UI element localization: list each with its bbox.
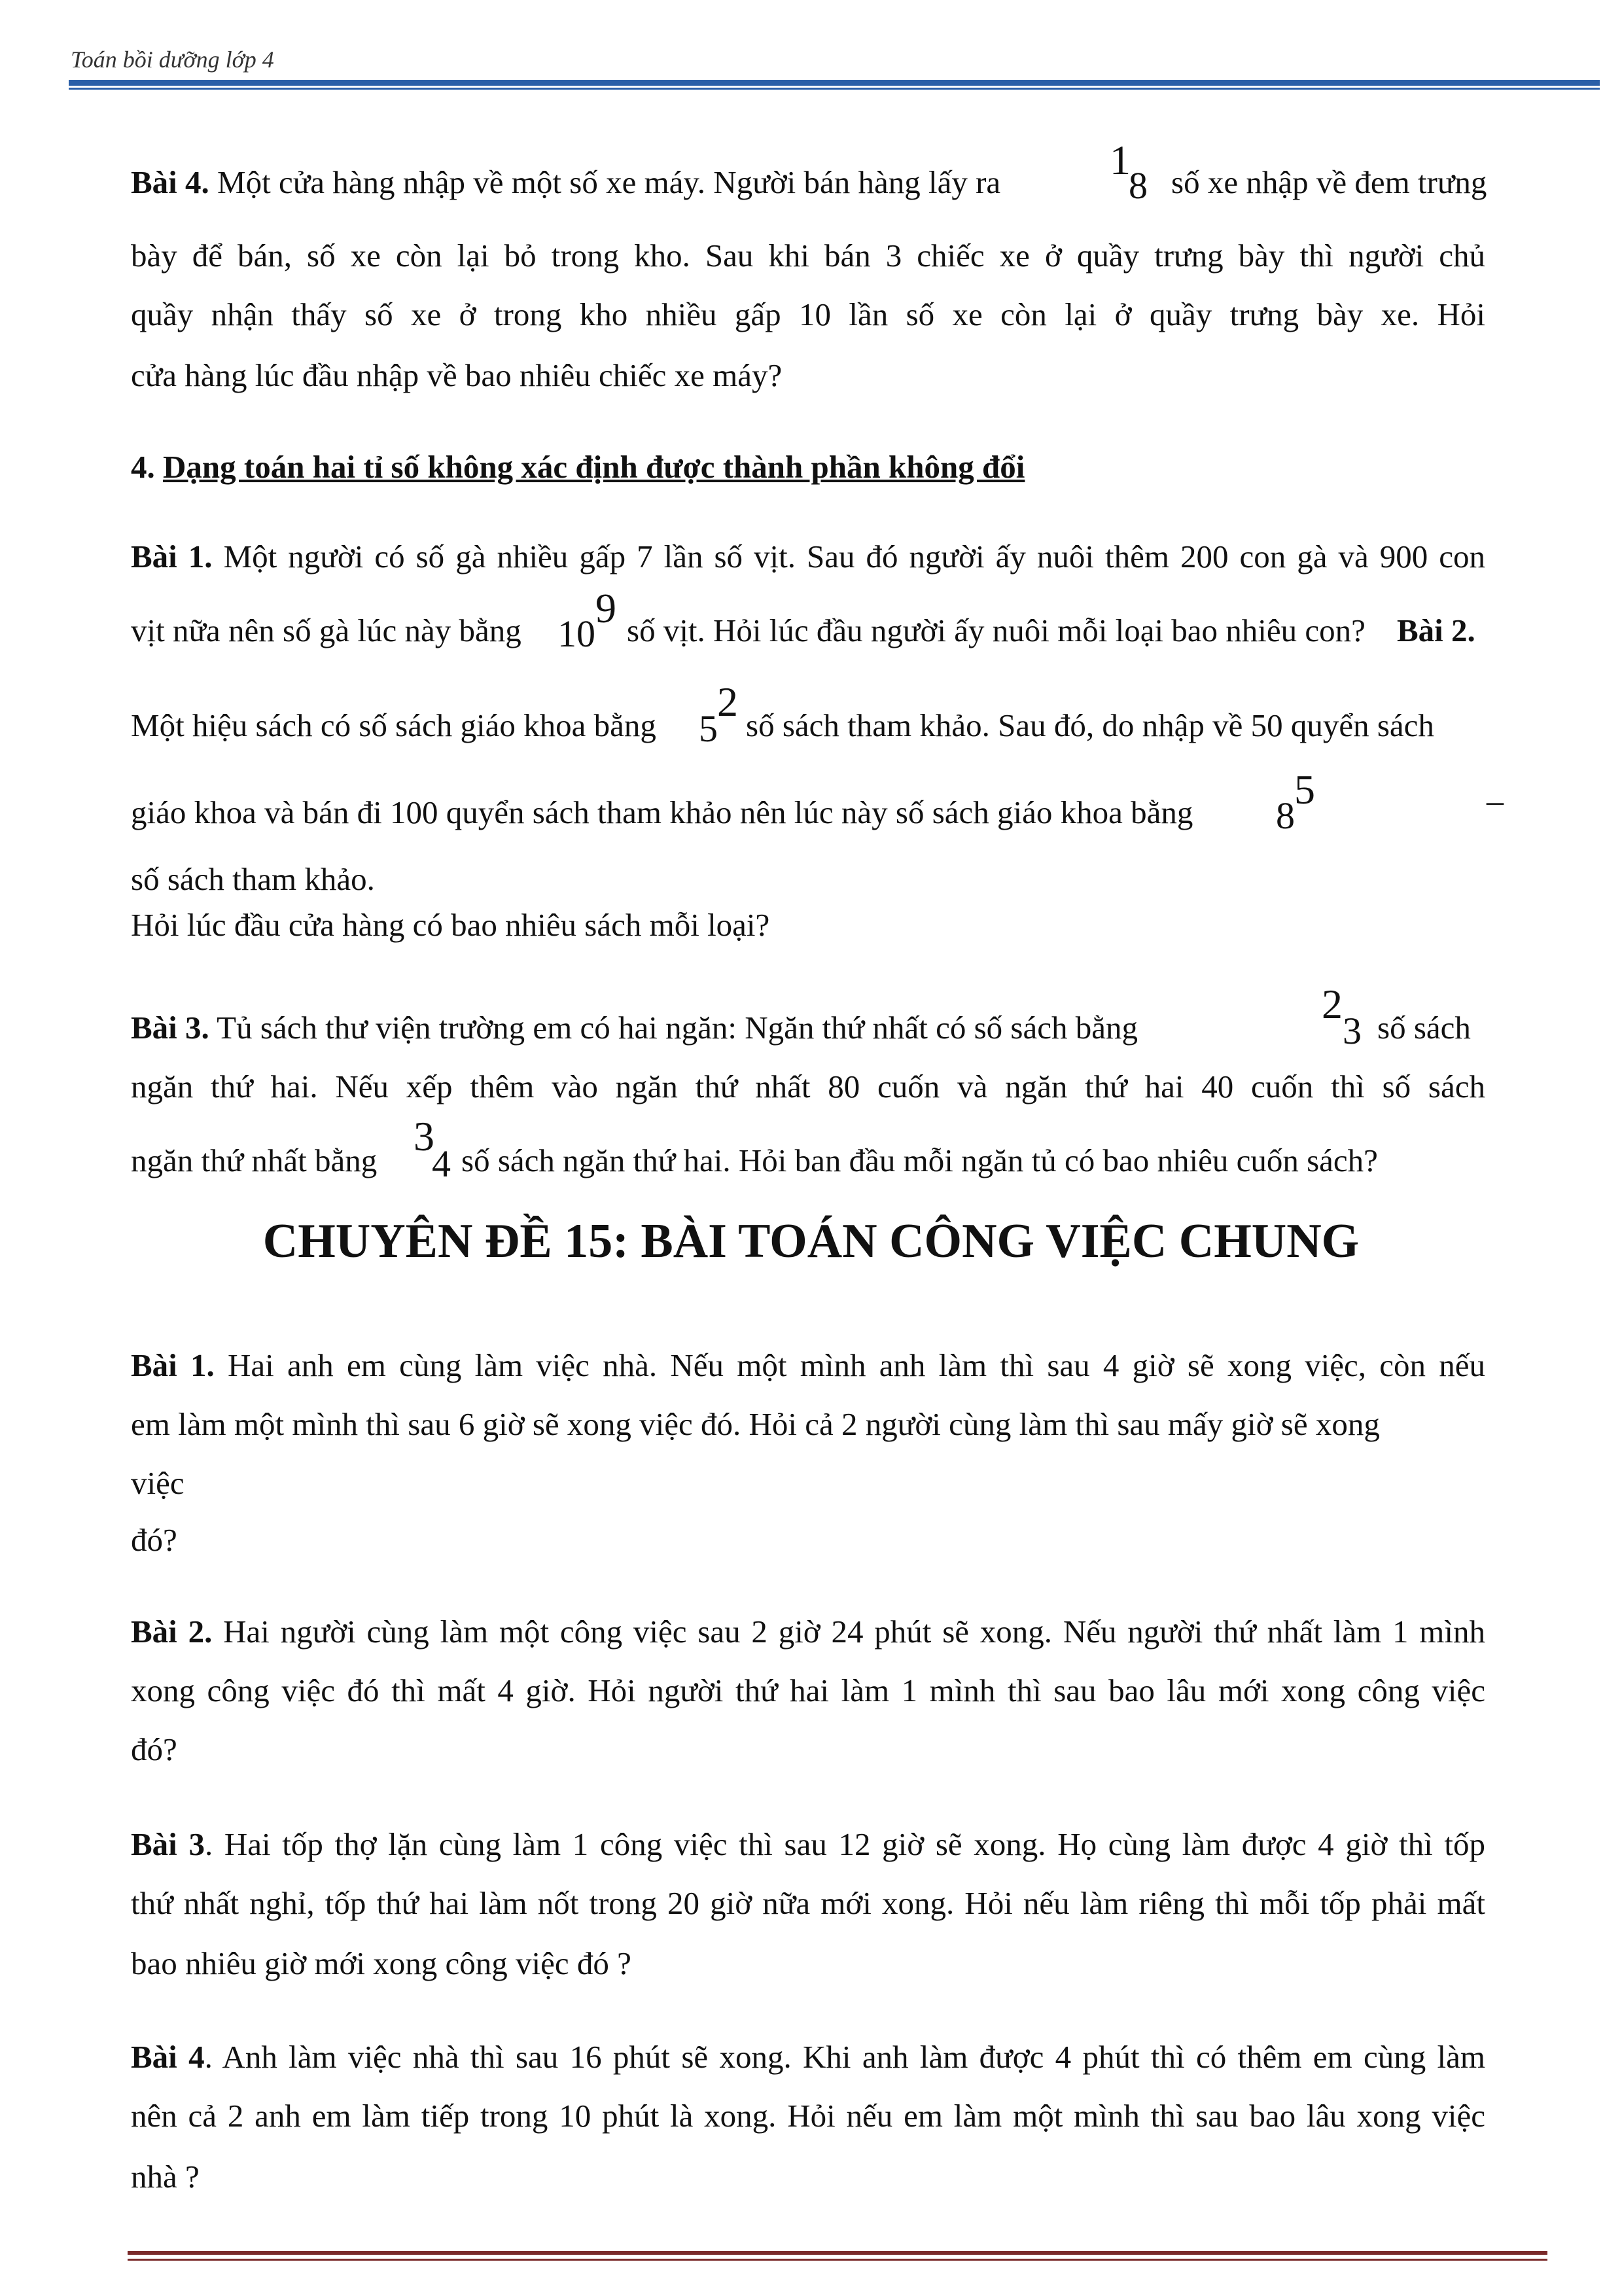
fraction-numerator: 2	[1322, 981, 1343, 1027]
text: Hai người cùng làm một công việc sau 2 giờ 24 phút sẽ xong. Nếu người thứ nhất làm 1 mình	[223, 1614, 1486, 1650]
text: Hai anh em cùng làm việc nhà. Nếu một mình anh làm thì sau 4 giờ sẽ xong việc, còn nếu	[228, 1347, 1486, 1383]
exercise-label: Bài 1.	[131, 1347, 215, 1383]
text: số xe nhập về đem trưng	[1171, 164, 1487, 200]
section-number: 4.	[131, 449, 155, 485]
exercise-label: Bài 4.	[131, 164, 209, 200]
text: số vịt. Hỏi lúc đầu người ấy nuôi mỗi loại bao nhiêu con?	[627, 612, 1366, 648]
s4-bai2-line2: giáo khoa và bán đi 100 quyển sách tham khảo nên lúc này số sách giáo khoa bằng	[131, 794, 1193, 830]
fraction-numerator: 1	[1110, 137, 1131, 183]
exercise-label: Bài 1.	[131, 539, 213, 574]
exercise-label: Bài 4	[131, 2039, 205, 2075]
text: số sách ngăn thứ hai. Hỏi ban đầu mỗi ngăn tủ có bao nhiêu cuốn sách?	[461, 1142, 1378, 1178]
s3-bai4-line3: quầy nhận thấy số xe ở trong kho nhiều gấp 10 lần số xe còn lại ở quầy trưng bày xe. Hỏi	[131, 296, 1485, 332]
c-bai3-line2: thứ nhất nghỉ, tốp thứ hai làm nốt trong 20 giờ nữa mới xong. Hỏi nếu làm riêng thì mỗi tốp phải mất	[131, 1885, 1485, 1921]
s4-bai2-line3: số sách tham khảo.	[131, 861, 375, 897]
s4-bai3-line3: ngăn thứ nhất bằng	[131, 1142, 378, 1178]
s4-bai2-line4: Hỏi lúc đầu cửa hàng có bao nhiêu sách mỗi loại?	[131, 907, 770, 943]
c-bai1-line3: việc	[131, 1465, 185, 1501]
exercise-label: Bài 3	[131, 1826, 205, 1862]
dash: –	[1487, 783, 1504, 820]
section-title: Dạng toán hai tỉ số không xác định được thành phần không đổi	[163, 449, 1025, 485]
fraction-numerator: 2	[717, 679, 738, 725]
s3-bai4-line4: cửa hàng lúc đầu nhập về bao nhiêu chiếc xe máy?	[131, 357, 783, 393]
c-bai4-line2: nên cả 2 anh em làm tiếp trong 10 phút là xong. Hỏi nếu em làm một mình thì sau bao lâu xong việc	[131, 2098, 1485, 2134]
footer-rule-thin	[128, 2259, 1547, 2261]
chapter-title: CHUYÊN ĐỀ 15: BÀI TOÁN CÔNG VIỆC CHUNG	[262, 1214, 1360, 1268]
c-bai3-line3: bao nhiêu giờ mới xong công việc đó ?	[131, 1945, 631, 1981]
s4-bai3-line2: ngăn thứ hai. Nếu xếp thêm vào ngăn thứ nhất 80 cuốn và ngăn thứ hai 40 cuốn thì số sách	[131, 1069, 1485, 1104]
fraction-denominator: 4	[432, 1142, 451, 1185]
c-bai1-line1	[131, 1347, 1485, 1384]
text: . Hai tốp thợ lặn cùng làm 1 công việc thì sau 12 giờ sẽ xong. Họ cùng làm được 4 giờ thì tốp	[204, 1826, 1486, 1862]
fraction-numerator: 5	[1294, 766, 1315, 813]
fraction-denominator: 8	[1276, 794, 1295, 837]
exercise-label: Bài 2.	[131, 1614, 213, 1650]
c-bai1-line2: em làm một mình thì sau 6 giờ sẽ xong việc đó. Hỏi cả 2 người cùng làm thì sau mấy giờ sẽ xong	[131, 1406, 1380, 1442]
section-heading	[131, 448, 1025, 486]
s4-bai1-line2	[131, 612, 521, 649]
exercise-label: Bài 2.	[1397, 612, 1475, 648]
s4-bai2-line1a: Một hiệu sách có số sách giáo khoa bằng	[131, 707, 656, 743]
c-bai2-line2: xong công việc đó thì mất 4 giờ. Hỏi người thứ hai làm 1 mình thì sau bao lâu mới xong công việc	[131, 1672, 1485, 1708]
footer-rule-thick	[128, 2251, 1547, 2255]
c-bai2-line3: đó?	[131, 1731, 177, 1767]
s4-bai1-line1	[131, 538, 1485, 575]
c-bai4-line1	[131, 2038, 1485, 2075]
text: . Anh làm việc nhà thì sau 16 phút sẽ xong. Khi anh làm được 4 phút thì có thêm em cùng làm	[204, 2039, 1485, 2075]
exercise-label: Bài 3.	[131, 1010, 209, 1046]
c-bai1-line4: đó?	[131, 1522, 177, 1558]
fraction-numerator: 9	[595, 585, 616, 631]
c-bai3-line1	[131, 1826, 1485, 1863]
header-rule-thin	[69, 88, 1600, 90]
fraction-denominator: 3	[1343, 1010, 1362, 1052]
text: Tủ sách thư viện trường em có hai ngăn: Ngăn thứ nhất có số sách bằng	[217, 1010, 1138, 1046]
header-rule-thick	[69, 80, 1600, 86]
c-bai2-line1	[131, 1613, 1485, 1650]
text: Một người có số gà nhiều gấp 7 lần số vịt. Sau đó người ấy nuôi thêm 200 con gà và 900 con	[223, 539, 1486, 574]
c-bai4-line3: nhà ?	[131, 2159, 200, 2195]
fraction-numerator: 3	[414, 1113, 434, 1159]
s3-bai4-line1	[131, 164, 1000, 201]
text: Một cửa hàng nhập về một số xe máy. Người bán hàng lấy ra	[217, 164, 1001, 200]
text: vịt nữa nên số gà lúc này bằng	[131, 612, 521, 648]
fraction-denominator: 5	[699, 707, 718, 750]
running-header: Toán bồi dưỡng lớp 4	[71, 46, 274, 73]
s3-bai4-line2: bày để bán, số xe còn lại bỏ trong kho. Sau khi bán 3 chiếc xe ở quầy trưng bày thì người chủ	[131, 238, 1485, 274]
fraction-denominator: 8	[1129, 164, 1148, 207]
text: số sách	[1377, 1010, 1471, 1046]
s4-bai3-line1	[131, 1009, 1138, 1046]
fraction-denominator: 10	[557, 612, 595, 655]
text: số sách tham khảo. Sau đó, do nhập về 50 quyển sách	[746, 707, 1434, 743]
